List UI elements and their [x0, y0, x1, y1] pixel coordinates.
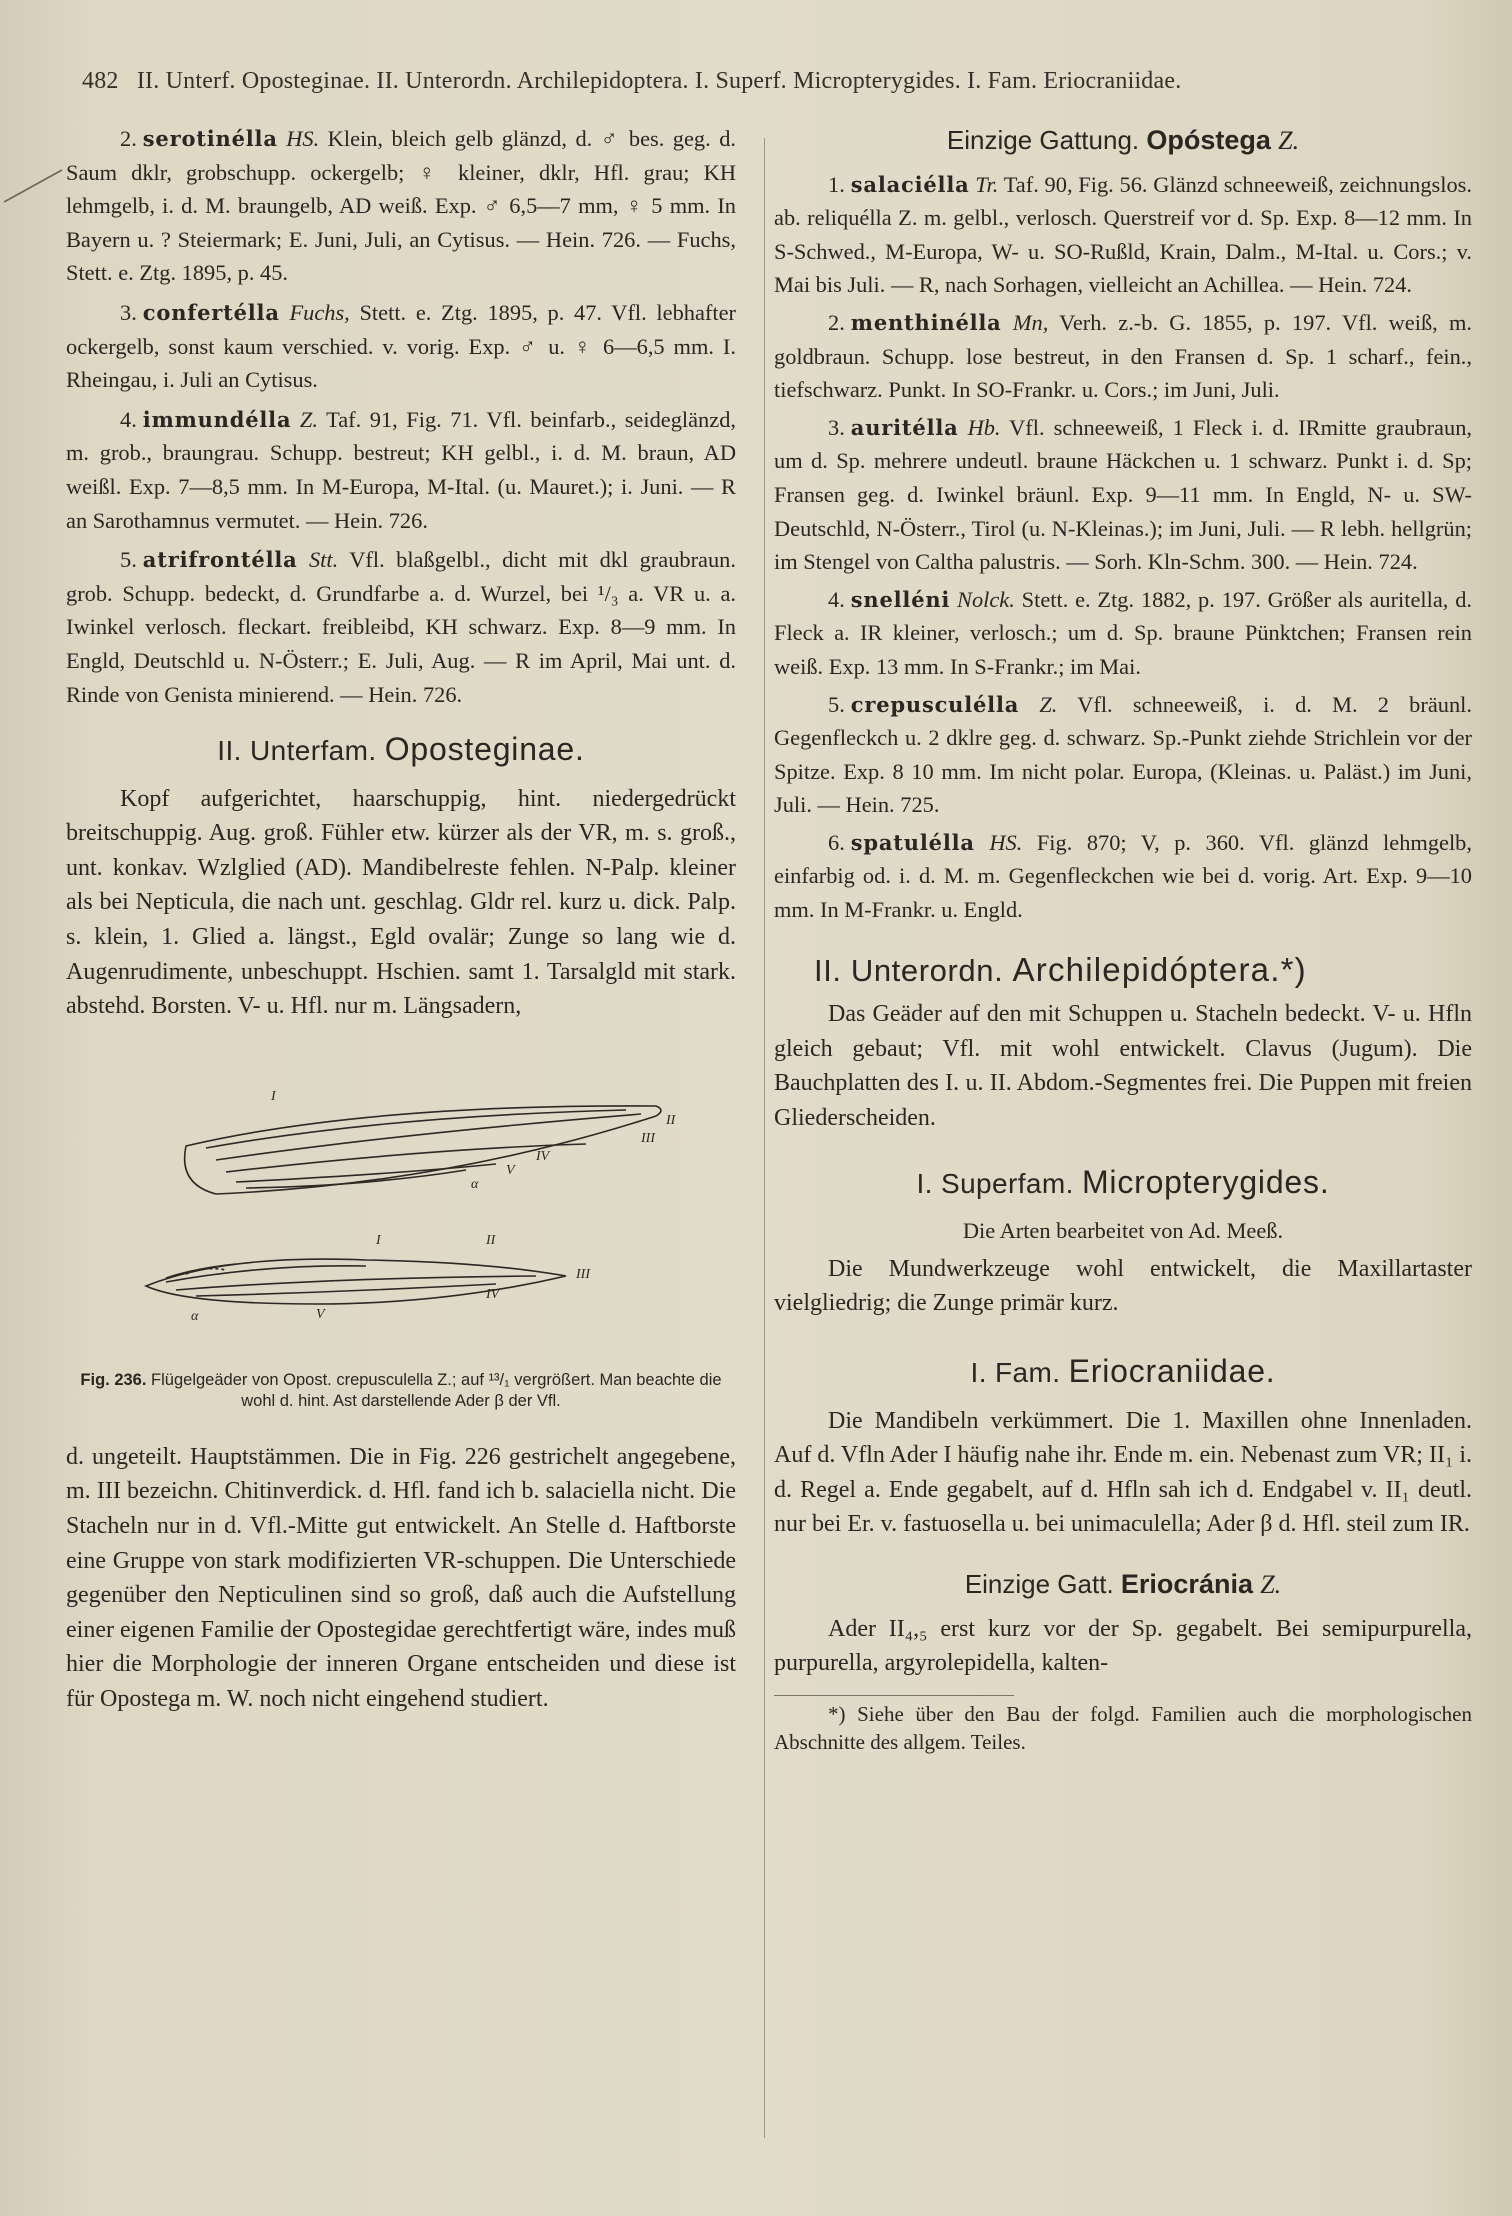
family-description: Die Mandibeln verkümmert. Die 1. Maxillen ohne Innenladen. Auf d. Vfln Ader I häufig nahe ihr. Ende m. ein. Nebenast zum VR; II₁ i. d. Regel a. Ende gegabelt, auf d. Hfln sah ich d. Endgabel v. II₁ deutl. nur bei Er. v. fastuosella u. bei unimaculella; Ader β d. Hfl. steil zum IR.	[774, 1407, 1472, 1538]
species-author: Stt.	[308, 547, 339, 573]
species-entry	[774, 583, 1472, 684]
genus-prefix: Einzige Gattung.	[946, 125, 1140, 155]
vein-label: α	[191, 1308, 199, 1324]
vein-label: IV	[536, 1148, 550, 1164]
wing-venation-drawing	[66, 1064, 736, 1364]
species-name: spatulélla	[850, 829, 975, 855]
species-author: Z.	[1039, 691, 1058, 717]
order-description: Das Geäder auf den mit Schuppen u. Stacheln bedeckt. V- u. Hfln gleich gebaut; Vfl. mit wohl entwickelt. Clavus (Jugum). Die Bauchplatten des I. u. II. Abdom.-Segmentes frei. Die Puppen mit freien Gliederscheiden.	[774, 1001, 1472, 1132]
species-entry	[774, 411, 1472, 579]
species-text: Verh. z.-b. G. 1855, p. 197. Vfl. weiß, m. goldbraun. Schupp. lose bestreut, in den Fransen d. Sp. 1 scharf., fein., tiefschwarz. Punkt. In SO-Frankr. u. Cors.; im Juni, Juli.	[774, 309, 1472, 403]
species-name: crepusculélla	[850, 691, 1020, 717]
vein-label: V	[316, 1306, 325, 1322]
species-entry	[774, 826, 1472, 927]
vein-label: V	[506, 1162, 515, 1178]
entry-number: 4.	[828, 586, 845, 612]
vein-label: III	[641, 1130, 655, 1146]
figure-number: Fig. 236.	[80, 1370, 147, 1389]
order-prefix: II. Unterordn.	[814, 952, 1004, 988]
entry-number: 3.	[828, 414, 845, 440]
entry-number: 5.	[828, 691, 845, 717]
vein-label: I	[376, 1232, 381, 1248]
species-entry	[774, 168, 1472, 302]
species-author: Hb.	[967, 414, 1001, 440]
entry-number: 4.	[120, 406, 137, 432]
subfamily-name: Oposteginae.	[384, 731, 585, 768]
entry-number: 5.	[120, 547, 137, 573]
species-author: Z.	[299, 406, 318, 432]
family-name: Eriocraniidae.	[1068, 1353, 1276, 1389]
genus-name: Opóstega	[1146, 125, 1271, 155]
subfamily-description: Kopf aufgerichtet, haarschuppig, hint. niedergedrückt breitschuppig. Aug. groß. Fühler etw. kürzer als der VR, m. s. groß., unt. konkav. Wzlglied (AD). Mandibelreste fehlen. N-Palp. kleiner als bei Nepticula, die nach unt. geschlag. Gldr rel. kurz u. dick. Palp. s. klein, 1. Glied a. längst., Egld ovalär; Zunge so lang wie d. Augenrudimente, unbeschuppt. Hschien. samt 1. Tarsalgld mit stark. abstehd. Borsten. V- u. Hfl. nur m. Längsadern,	[66, 785, 736, 1020]
species-author: Nolck.	[957, 586, 1015, 612]
page-number: 482	[82, 68, 119, 94]
species-name: snelléni	[850, 586, 951, 612]
superfamily-description: Die Mundwerkzeuge wohl entwickelt, die Maxillartaster vielgliedrig; die Zunge primär kurz.	[774, 1255, 1472, 1317]
subfamily-heading	[66, 733, 736, 768]
running-title: II. Unterf. Oposteginae. II. Unterordn. Archilepidoptera. I. Superf. Micropterygides. I. Fam. Eriocraniidae.	[136, 68, 1182, 94]
species-author: HS.	[286, 126, 320, 151]
entry-number: 6.	[828, 829, 845, 855]
species-text: Fig. 870; V, p. 360. Vfl. glänzd lehmgelb, einfarbig od. i. d. M. m. Gegenfleckchen wie bei d. vorig. Art. Exp. 9—10 mm. In M-Frankr. u. Engld.	[774, 829, 1472, 923]
species-author: Tr.	[975, 171, 999, 197]
superfamily-heading	[774, 1163, 1472, 1201]
species-text: Taf. 90, Fig. 56. Glänzd schneeweiß, zeichnungslos. ab. reliquélla Z. m. gelbl., verlosch. Querstreif vor d. Sp. Exp. 8—12 mm. In S-Schwed., M-Europa, W- u. SO-Rußld, Krain, Dalm., M-Ital. u. Cors.; v. Mai bis Juli. — R, nach Sorhagen, vielleicht an Achillea. — Hein. 724.	[774, 171, 1472, 298]
right-column	[774, 122, 1472, 1756]
genus-prefix: Einzige Gatt.	[964, 1568, 1114, 1599]
species-author: HS.	[989, 829, 1023, 855]
genus-name: Eriocránia	[1120, 1568, 1253, 1599]
subfamily-description-continued: d. ungeteilt. Hauptstämmen. Die in Fig. 226 gestrichelt angegebene, m. III bezeichn. Chitinverdick. d. Hfl. fand ich b. salaciella nicht. Die Stacheln nur in d. Vfl.-Mitte gut entwickelt. An Stelle d. Haftborste eine Gruppe von stark modifizierten VR-schuppen. Die Unterschiede gegenüber den Nepticulinen sind so groß, daß auch die Aufstellung einer eigenen Familie der Opostegidae gerechtfertigt wäre, indes muß hier die Morphologie der inneren Organe entscheiden und diese ist für Opostega m. W. noch nicht eingehend studiert.	[66, 1443, 736, 1712]
vein-label: II	[486, 1232, 496, 1248]
species-text: Stett. e. Ztg. 1895, p. 47. Vfl. lebhafter ockergelb, sonst kaum verschied. v. vorig. Exp. ♂ u. ♀ 6—6,5 mm. I. Rheingau, i. Juli an Cytisus.	[66, 299, 736, 393]
species-name: serotinélla	[142, 126, 278, 151]
figure-caption-text: Flügelgeäder von Opost. crepusculella Z.; auf ¹³/₁ vergrößert. Man beachte die wohl d. hint. Ast darstellende Ader β der Vfl.	[151, 1370, 722, 1410]
entry-number: 3.	[120, 299, 137, 325]
species-entry	[66, 403, 736, 537]
family-prefix: I. Fam.	[970, 1357, 1061, 1388]
species-name: auritélla	[850, 414, 959, 440]
figure-caption	[66, 1370, 736, 1412]
species-entry	[774, 306, 1472, 407]
entry-number: 2.	[120, 126, 137, 151]
column-divider	[764, 138, 765, 2138]
pencil-mark	[0, 160, 70, 210]
species-text: Klein, bleich gelb glänzd, d. ♂ bes. geg. d. Saum dklr, grobschupp. ockergelb; ♀ kleiner, dklr, Hfl. grau; KH lehmgelb, i. d. M. braungelb, AD weiß. Exp. ♂ 6,5—7 mm, ♀ 5 mm. In Bayern u. ? Steiermark; E. Juni, Juli, an Cytisus. — Hein. 726. — Fuchs, Stett. e. Ztg. 1895, p. 45.	[66, 126, 736, 286]
species-text: Vfl. schneeweiß, i. d. M. 2 bräunl. Gegenfleckch u. 2 dklre geg. d. schwarz. Sp.-Punkt ziehde Strichlein vor der Spitze. Exp. 8 10 mm. Im nicht polar. Europa, (Kleinas. u. Paläst.) im Juni, Juli. — Hein. 725.	[774, 691, 1472, 818]
species-text: Vfl. blaßgelbl., dicht mit dkl graubraun. grob. Schupp. bedeckt, d. Grundfarbe a. d. Wurzel, bei ¹/₃ a. VR u. a. Iwinkel verlosch. fleckart. freibleibd, KH schwarz. Exp. 8—9 mm. In Engld, Deutschld u. N-Österr.; E. Juli, Aug. — R im April, Mai unt. d. Rinde von Genista minierend. — Hein. 726.	[66, 547, 736, 707]
vein-label: α	[471, 1176, 479, 1192]
vein-label: IV	[486, 1286, 500, 1302]
species-entry	[66, 122, 736, 290]
superfamily-prefix: I. Superfam.	[916, 1167, 1074, 1199]
species-text: Taf. 91, Fig. 71. Vfl. beinfarb., seideglänzd, m. grob., braungrau. Schupp. bestreut; KH gelbl., i. d. M. braun, AD weißl. Exp. 7—8,5 mm. In M-Europa, M-Ital. (u. Mauret.); i. Juni. — R an Sarothamnus vermutet. — Hein. 726.	[66, 406, 736, 533]
vein-label: III	[576, 1266, 590, 1282]
species-entry	[66, 296, 736, 397]
superfamily-name: Micropterygides.	[1081, 1163, 1330, 1200]
entry-number: 2.	[828, 309, 845, 335]
wing-venation-figure	[66, 1064, 736, 1364]
order-name: Archilepidóptera.*)	[1012, 950, 1307, 988]
species-name: salaciélla	[850, 171, 970, 197]
order-heading	[814, 950, 1472, 988]
left-column	[66, 122, 736, 1717]
running-header	[82, 68, 1472, 95]
genus-heading	[774, 1568, 1472, 1602]
genus-heading	[774, 124, 1472, 158]
species-entry	[66, 543, 736, 711]
species-name: immundélla	[142, 406, 292, 432]
entry-number: 1.	[828, 171, 845, 197]
species-entry	[774, 688, 1472, 822]
species-author: Mn,	[1012, 309, 1049, 335]
genus-description: Ader II₄,₅ erst kurz vor der Sp. gegabelt. Bei semipurpurella, purpurella, argyrolepidella, kalten-	[774, 1615, 1472, 1677]
genus-author: Z.	[1278, 126, 1300, 155]
vein-label: I	[271, 1088, 276, 1104]
footnote: *) Siehe über den Bau der folgd. Familien auch die morphologischen Abschnitte des allgem. Teiles.	[774, 1701, 1472, 1754]
species-name: menthinélla	[850, 309, 1002, 335]
vein-label: II	[666, 1112, 676, 1128]
genus-author: Z.	[1260, 1569, 1282, 1599]
family-heading	[774, 1355, 1472, 1390]
author-note: Die Arten bearbeitet von Ad. Meeß.	[962, 1218, 1284, 1244]
species-name: confertélla	[142, 299, 280, 325]
species-text: Stett. e. Ztg. 1882, p. 197. Größer als auritella, d. Fleck a. IR kleiner, verlosch.; um d. Sp. braune Pünktchen; Fransen rein weiß. Exp. 13 mm. In S-Frankr.; im Mai.	[774, 586, 1472, 679]
species-text: Vfl. schneeweiß, 1 Fleck i. d. IRmitte graubraun, um d. Sp. mehrere undeutl. braune Häckchen u. 1 schwarz. Punkt i. d. Sp; Fransen geg. d. Iwinkel bräunl. Exp. 9—11 mm. In Engld, N- u. SW-Deutschld, N-Österr., Tirol (u. N-Kleinas.); im Juni, Juli. — R lebh. hellgrün; im Stengel von Caltha palustris. — Sorh. Kln-Schm. 300. — Hein. 724.	[774, 414, 1472, 575]
subfamily-prefix: II. Unterfam.	[217, 735, 377, 767]
species-author: Fuchs,	[289, 299, 350, 325]
species-name: atrifrontélla	[142, 547, 298, 573]
